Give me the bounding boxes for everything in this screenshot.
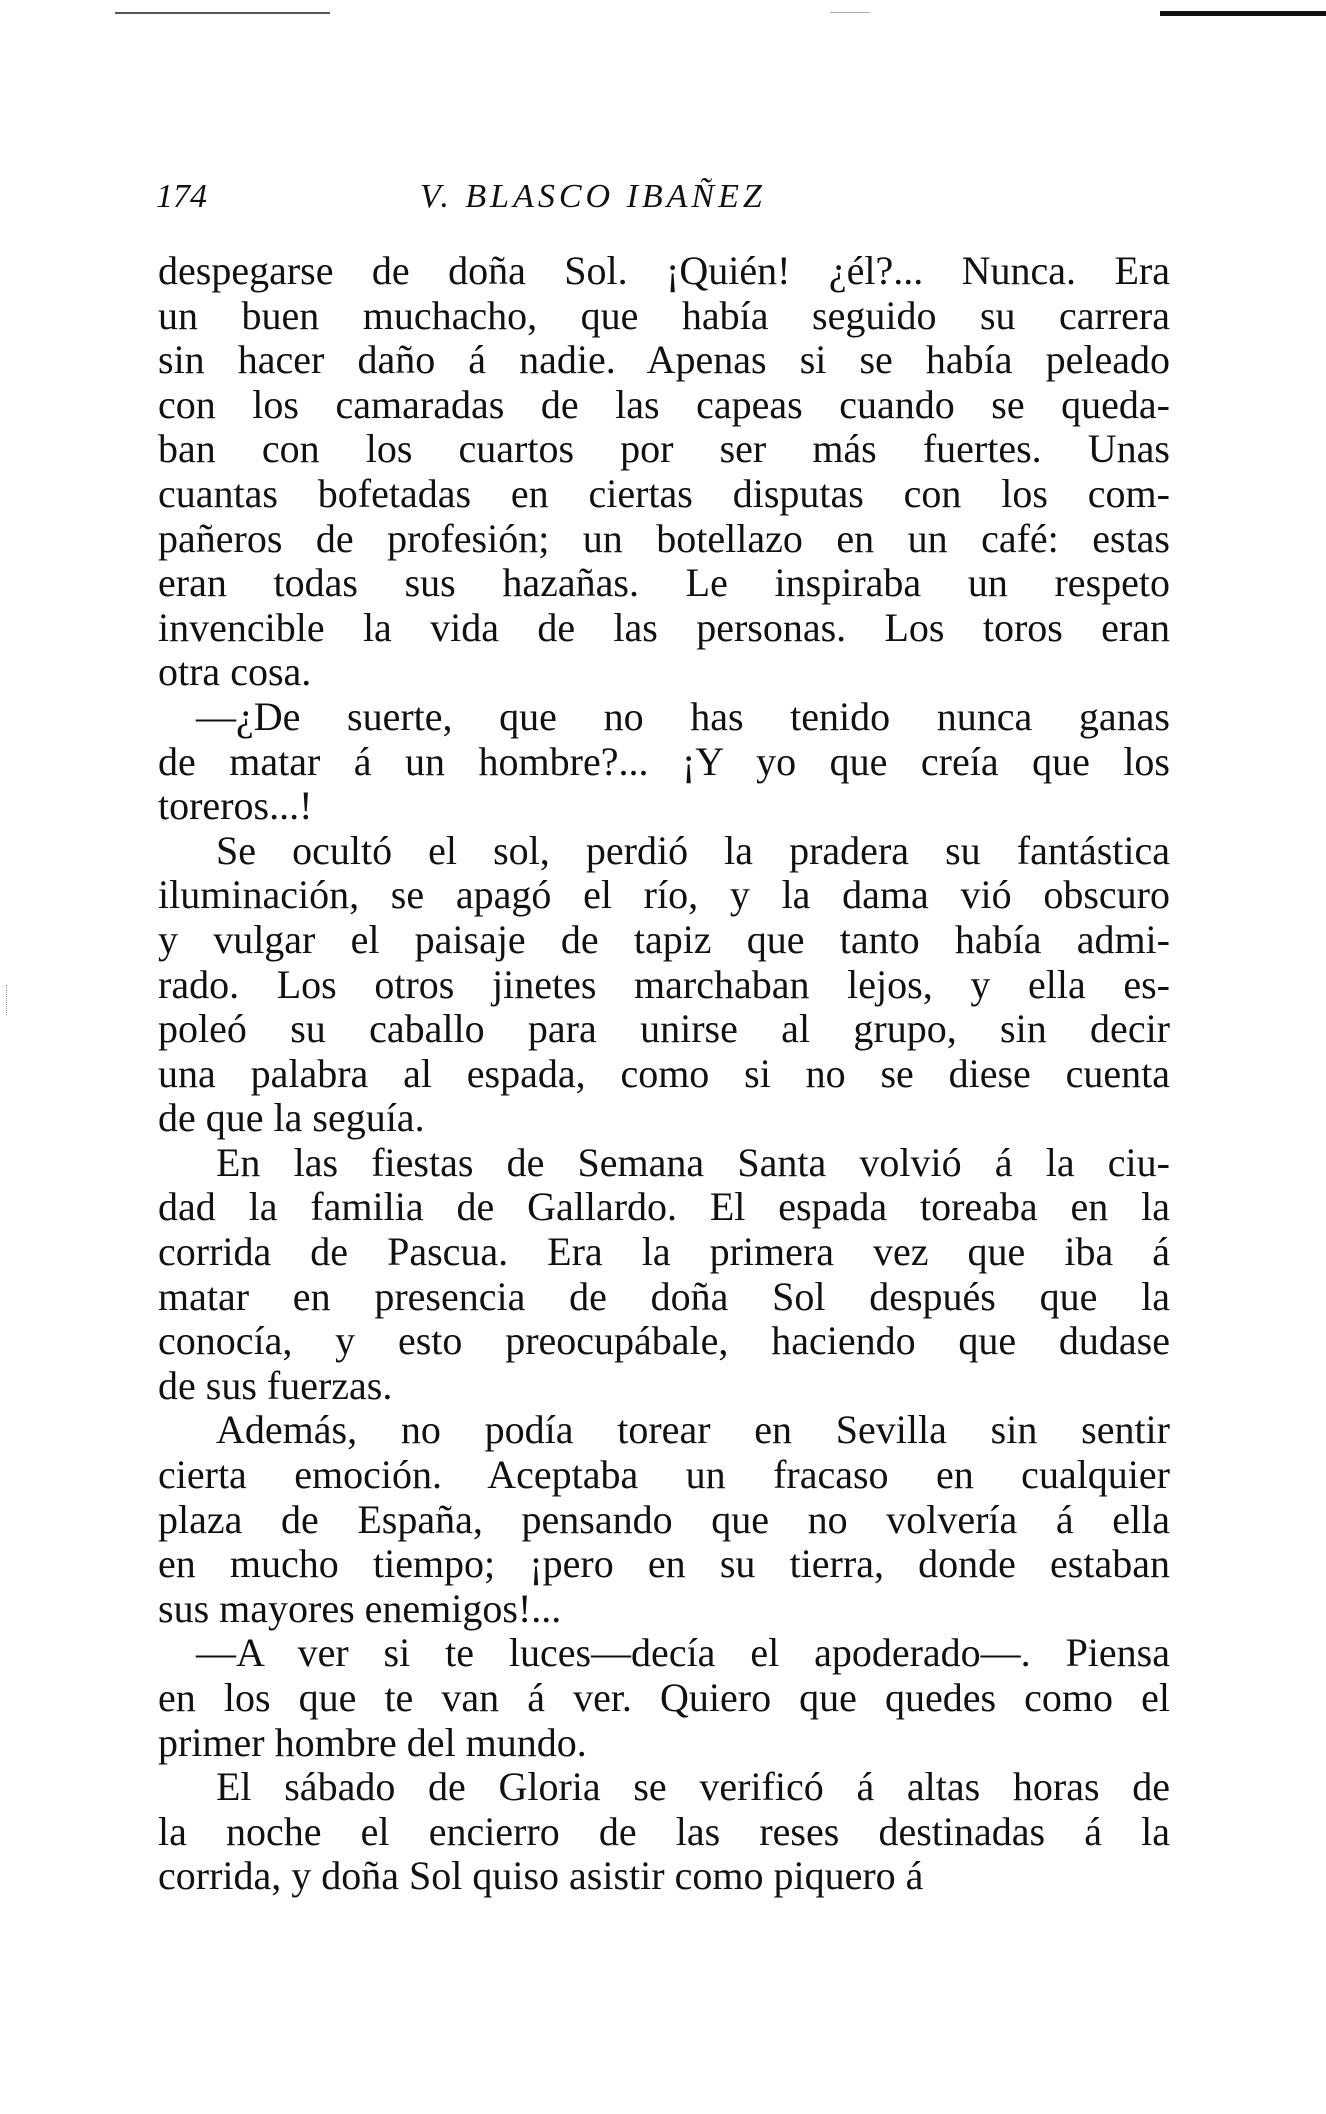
text-line: la noche el encierro de las reses destinadas á la bbox=[158, 1808, 1170, 1854]
paragraph bbox=[158, 695, 1170, 829]
paragraph bbox=[158, 1408, 1170, 1631]
text-line: con los camaradas de las capeas cuando se queda- bbox=[158, 381, 1170, 427]
text-line: cuantas bofetadas en ciertas disputas con los com- bbox=[158, 470, 1170, 516]
text-line: otra cosa. bbox=[158, 649, 312, 695]
text-line: Además, no podía torear en Sevilla sin sentir bbox=[216, 1407, 1170, 1453]
text-line: en los que te van á ver. Quiero que quedes como el bbox=[158, 1675, 1170, 1720]
text-line: eran todas sus hazañas. Le inspiraba un respeto bbox=[158, 560, 1170, 606]
text-line: de que la seguía. bbox=[158, 1095, 425, 1141]
page-number: 174 bbox=[156, 178, 207, 215]
running-head: V. BLASCO IBAÑEZ bbox=[420, 178, 766, 215]
paragraph bbox=[158, 829, 1170, 1141]
paragraph bbox=[158, 1631, 1170, 1765]
text-line: sus mayores enemigos!... bbox=[158, 1585, 562, 1631]
text-line: Se ocultó el sol, perdió la pradera su fantástica bbox=[216, 827, 1170, 873]
paragraph bbox=[158, 249, 1170, 695]
text-line: ban con los cuartos por ser más fuertes. Unas bbox=[158, 426, 1170, 472]
text-line: dad la familia de Gallardo. El espada toreaba en la bbox=[158, 1184, 1170, 1230]
body-text bbox=[158, 249, 1170, 1899]
text-line: corrida de Pascua. Era la primera vez que iba á bbox=[158, 1229, 1170, 1275]
text-line: de matar á un hombre?... ¡Y yo que creía que los bbox=[158, 738, 1170, 784]
text-line: iluminación, se apagó el río, y la dama vió obscuro bbox=[158, 872, 1170, 918]
paragraph bbox=[158, 1141, 1170, 1409]
paragraph bbox=[158, 1765, 1170, 1899]
text-line: corrida, y doña Sol quiso asistir como piquero á bbox=[158, 1853, 924, 1899]
scan-rule-top-middle bbox=[830, 12, 870, 13]
text-line: toreros...! bbox=[158, 783, 313, 829]
text-line: y vulgar el paisaje de tapiz que tanto había admi- bbox=[158, 916, 1170, 962]
scan-rule-top-left bbox=[115, 12, 330, 14]
text-line: rado. Los otros jinetes marchaban lejos, y ella es- bbox=[158, 961, 1170, 1007]
text-line: primer hombre del mundo. bbox=[158, 1719, 587, 1765]
text-line: de sus fuerzas. bbox=[158, 1362, 393, 1408]
text-line: —A ver si te luces—decía el apoderado—. Piensa bbox=[196, 1630, 1170, 1676]
text-line: invencible la vida de las personas. Los toros eran bbox=[158, 604, 1170, 650]
text-line: conocía, y esto preocupábale, haciendo que dudase bbox=[158, 1318, 1170, 1364]
text-line: —¿De suerte, que no has tenido nunca ganas bbox=[196, 693, 1170, 739]
text-line: matar en presencia de doña Sol después que la bbox=[158, 1273, 1170, 1319]
text-line: En las fiestas de Semana Santa volvió á la ciu- bbox=[216, 1139, 1170, 1185]
scan-rule-top-right bbox=[1160, 11, 1326, 16]
text-line: pañeros de profesión; un botellazo en un café: estas bbox=[158, 515, 1170, 561]
text-line: una palabra al espada, como si no se diese cuenta bbox=[158, 1050, 1170, 1096]
text-line: sin hacer daño á nadie. Apenas si se había peleado bbox=[158, 337, 1170, 383]
text-line: cierta emoción. Aceptaba un fracaso en cualquier bbox=[158, 1452, 1170, 1498]
text-line: despegarse de doña Sol. ¡Quién! ¿él?... Nunca. Era bbox=[158, 248, 1170, 293]
text-line: en mucho tiempo; ¡pero en su tierra, donde estaban bbox=[158, 1541, 1170, 1587]
text-line: plaza de España, pensando que no volvería á ella bbox=[158, 1496, 1170, 1542]
scan-margin-mark bbox=[6, 985, 9, 1015]
text-line: poleó su caballo para unirse al grupo, sin decir bbox=[158, 1006, 1170, 1052]
text-line: El sábado de Gloria se verificó á altas horas de bbox=[216, 1764, 1170, 1810]
text-line: un buen muchacho, que había seguido su carrera bbox=[158, 292, 1170, 338]
